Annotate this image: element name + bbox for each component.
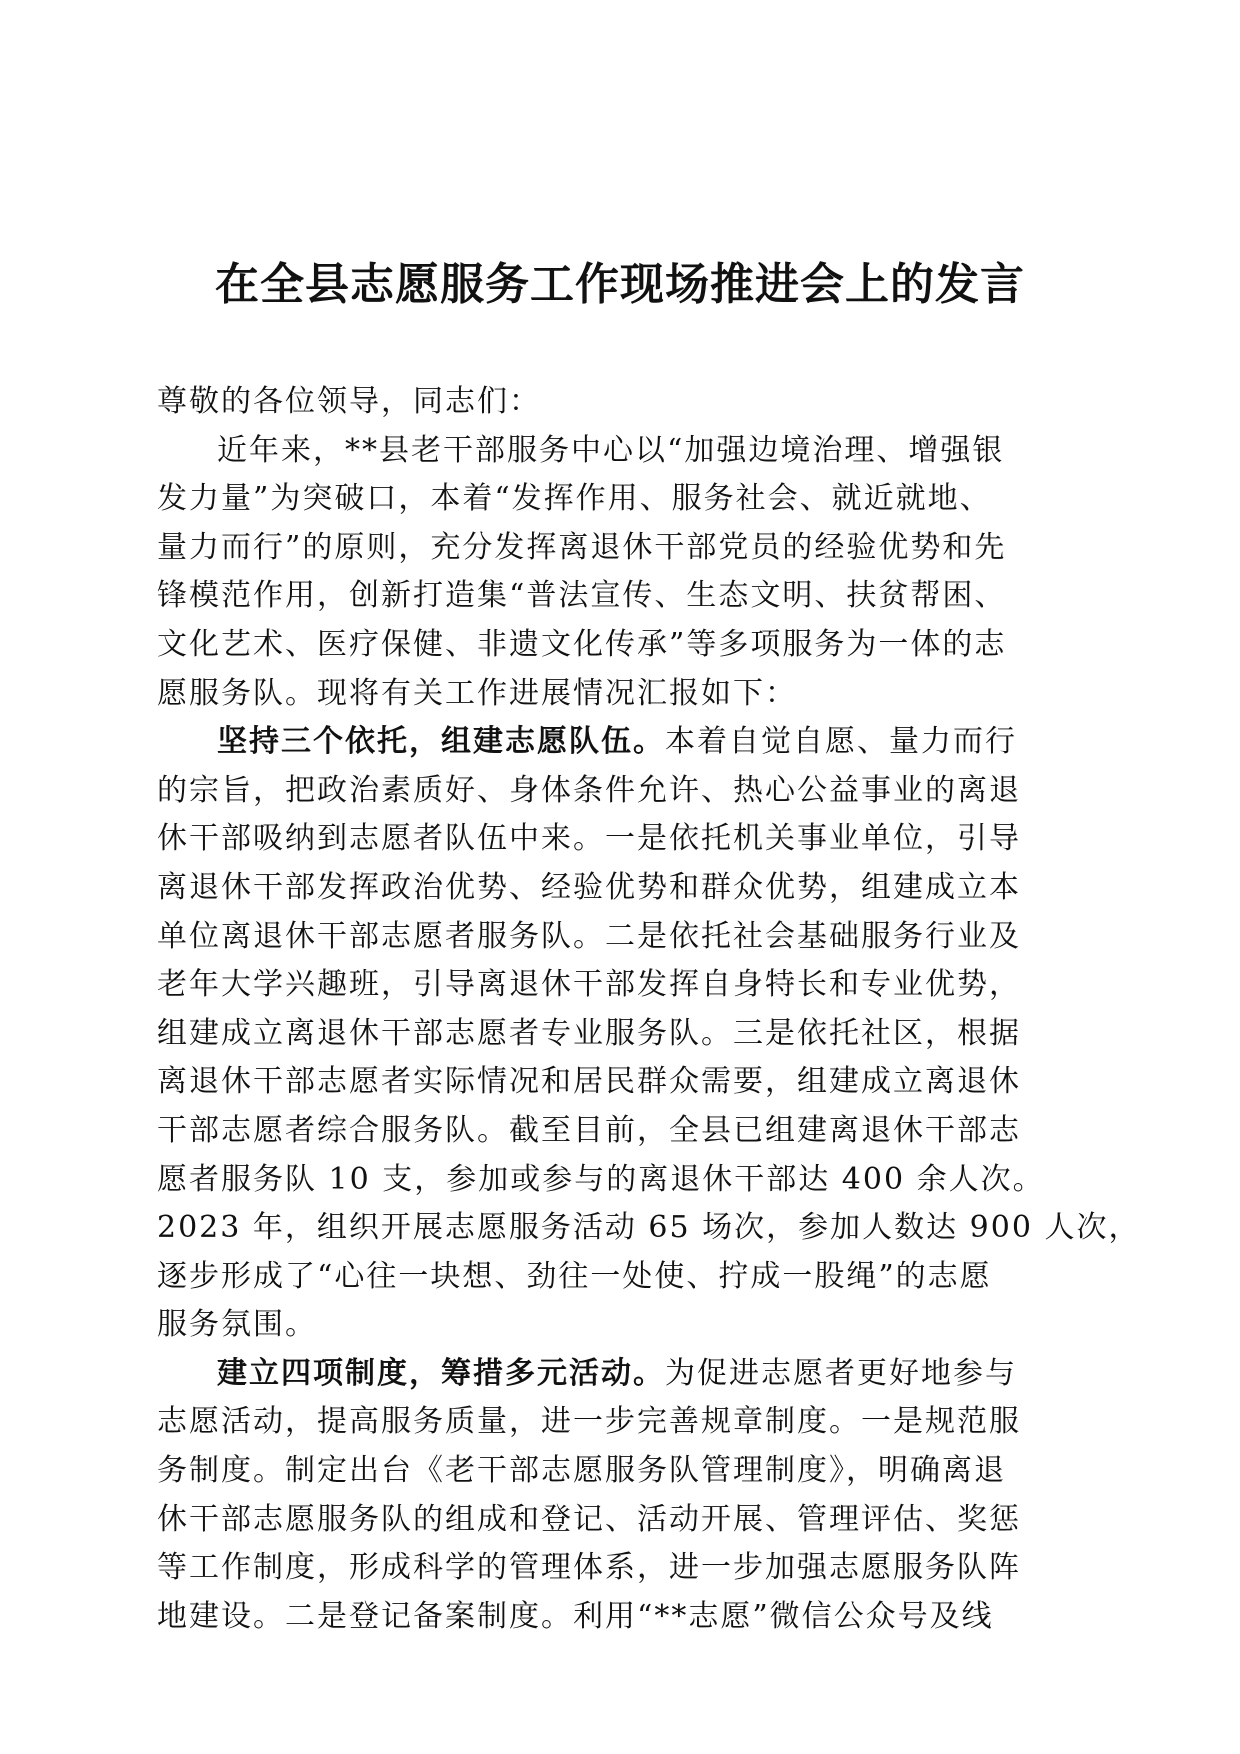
section-lead-heading: 坚持三个依托，组建志愿队伍。 [217, 724, 665, 760]
line-text: 近年来，**县老干部服务中心以“加强边境治理、增强银 [217, 432, 1005, 468]
text-line [157, 815, 1072, 864]
text-line [157, 1593, 1072, 1642]
line-text: 组建成立离退休干部志愿者专业服务队。三是依托社区，根据 [157, 1015, 1021, 1051]
line-text: 为促进志愿者更好地参与 [665, 1355, 1017, 1391]
line-text: 锋模范作用，创新打造集“普法宣传、生态文明、扶贫帮困、 [157, 578, 1007, 614]
line-text: 发力量”为突破口，本着“发挥作用、服务社会、就近就地、 [157, 481, 992, 517]
section-lead-heading: 建立四项制度，筹措多元活动。 [217, 1355, 665, 1391]
text-line [157, 1253, 1072, 1302]
text-line [157, 1544, 1072, 1593]
text-line [157, 864, 1072, 913]
line-text: 逐步形成了“心往一块想、劲往一处使、拧成一股绳”的志愿 [157, 1258, 992, 1294]
text-line [157, 572, 1072, 621]
line-text: 休干部吸纳到志愿者队伍中来。一是依托机关事业单位，引导 [157, 821, 1021, 857]
text-line [157, 767, 1072, 816]
line-text: 2023 年，组织开展志愿服务活动 65 场次，参加人数达 900 人次， [157, 1210, 1141, 1246]
line-text: 的宗旨，把政治素质好、身体条件允许、热心公益事业的离退 [157, 772, 1021, 808]
text-line [157, 1496, 1072, 1545]
line-text: 单位离退休干部志愿者服务队。二是依托社会基础服务行业及 [157, 918, 1021, 954]
line-text: 量力而行”的原则，充分发挥离退休干部党员的经验优势和先 [157, 529, 1007, 565]
text-line [157, 718, 1072, 767]
document-title: 在全县志愿服务工作现场推进会上的发言 [215, 259, 1025, 310]
line-text: 愿服务队。现将有关工作进展情况汇报如下： [157, 675, 797, 711]
line-text: 离退休干部志愿者实际情况和居民群众需要，组建成立离退休 [157, 1064, 1021, 1100]
line-text: 老年大学兴趣班，引导离退休干部发挥自身特长和专业优势， [157, 967, 1021, 1003]
line-text: 地建设。二是登记备案制度。利用“**志愿”微信公众号及线 [157, 1598, 994, 1634]
text-line [157, 961, 1072, 1010]
line-text: 本着自觉自愿、量力而行 [665, 724, 1017, 760]
line-text: 文化艺术、医疗保健、非遗文化传承”等多项服务为一体的志 [157, 626, 1007, 662]
line-text: 干部志愿者综合服务队。截至目前，全县已组建离退休干部志 [157, 1112, 1021, 1148]
line-text: 服务氛围。 [157, 1307, 317, 1343]
text-line [157, 427, 1072, 476]
text-line [157, 1204, 1141, 1253]
text-line [157, 913, 1072, 962]
text-line [157, 378, 1072, 427]
text-line [157, 1010, 1072, 1059]
text-line [157, 475, 1072, 524]
text-line [157, 670, 1072, 719]
text-line [157, 1350, 1072, 1399]
text-line [157, 1447, 1072, 1496]
line-text: 等工作制度，形成科学的管理体系，进一步加强志愿服务队阵 [157, 1550, 1021, 1586]
line-text: 志愿活动，提高服务质量，进一步完善规章制度。一是规范服 [157, 1404, 1021, 1440]
text-line [157, 1156, 1072, 1205]
text-line [157, 524, 1072, 573]
line-text: 愿者服务队 10 支，参加或参与的离退休干部达 400 余人次。 [157, 1161, 1045, 1197]
text-line [157, 1301, 1072, 1350]
text-line [157, 1107, 1072, 1156]
text-line [157, 1058, 1072, 1107]
text-line [157, 621, 1072, 670]
document-body [157, 378, 1141, 1641]
line-text: 尊敬的各位领导，同志们： [157, 384, 541, 419]
line-text: 务制度。制定出台《老干部志愿服务队管理制度》，明确离退 [157, 1453, 1006, 1489]
line-text: 休干部志愿服务队的组成和登记、活动开展、管理评估、奖惩 [157, 1501, 1021, 1537]
line-text: 离退休干部发挥政治优势、经验优势和群众优势，组建成立本 [157, 869, 1021, 905]
text-line [157, 1398, 1072, 1447]
